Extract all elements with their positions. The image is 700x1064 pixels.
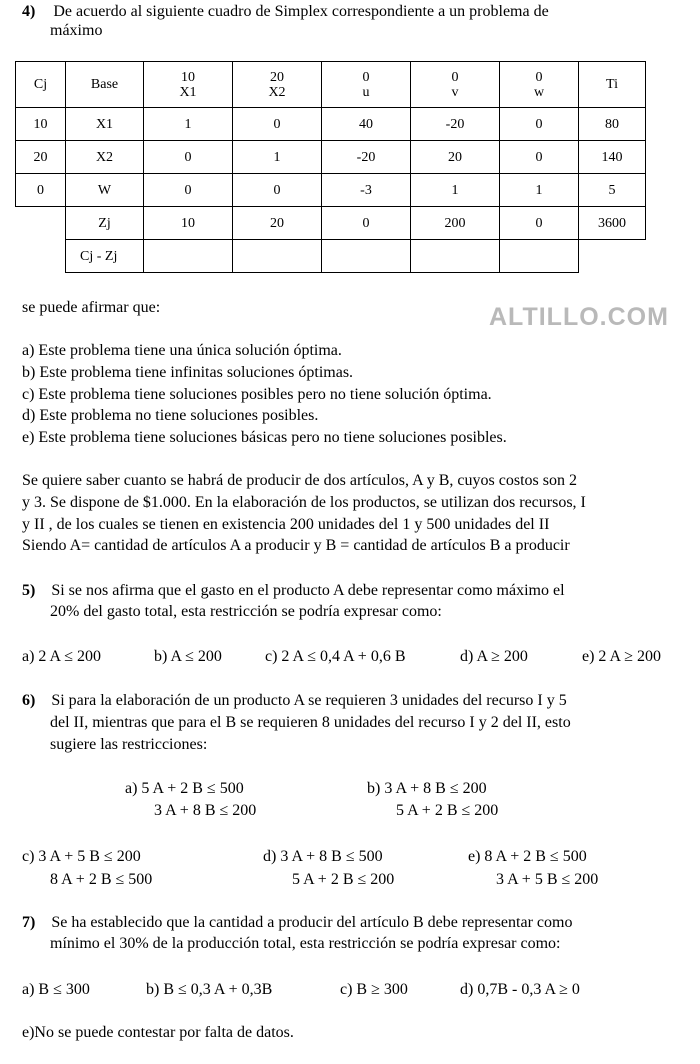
table-cell: 1 — [411, 174, 500, 207]
q6-option-a-line1: a) 5 A + 2 B ≤ 500 — [125, 780, 244, 797]
table-cell — [411, 240, 500, 273]
table-cell: 0 — [233, 108, 322, 141]
table-cell: Cj - Zj — [66, 240, 144, 273]
q7-option-e: e)No se puede contestar por falta de datos. — [22, 1024, 294, 1041]
table-cell — [500, 240, 579, 273]
table-cell: Zj — [66, 207, 144, 240]
table-cell: 3600 — [579, 207, 646, 240]
q6-line1: Si para la elaboración de un producto A se requieren 3 unidades del recurso I y 5 — [51, 692, 567, 709]
table-cell: 0 — [16, 174, 66, 207]
q5-heading — [22, 582, 565, 600]
table-cell: 20 — [411, 141, 500, 174]
table-cell: 1 — [144, 108, 233, 141]
q7-heading — [22, 914, 572, 932]
table-header-row — [16, 62, 646, 108]
header-x2: 20 X2 — [233, 62, 322, 108]
header-ti: Ti — [579, 62, 646, 108]
simplex-table — [15, 61, 646, 273]
q6-option-d-line1: d) 3 A + 8 B ≤ 500 — [263, 848, 383, 865]
context-line-1: Se quiere saber cuanto se habrá de producir de dos artículos, A y B, cuyos costos son 2 — [22, 472, 577, 489]
q6-option-c-line1: c) 3 A + 5 B ≤ 200 — [22, 848, 141, 865]
table-cell: -20 — [411, 108, 500, 141]
table-cell: X1 — [66, 108, 144, 141]
table-cell: 20 — [233, 207, 322, 240]
zj-row — [16, 207, 646, 240]
table-cell: 0 — [500, 108, 579, 141]
q6-option-e-line1: e) 8 A + 2 B ≤ 500 — [468, 848, 587, 865]
table-blank-cell — [579, 240, 646, 273]
altillo-watermark: ALTILLO.COM — [489, 303, 669, 331]
table-cell: 0 — [233, 174, 322, 207]
table-blank-cell — [16, 240, 66, 273]
q7-option-c: c) B ≥ 300 — [340, 981, 408, 998]
q4-option-e: e) Este problema tiene soluciones básicas pero no tiene soluciones posibles. — [22, 429, 507, 446]
table-cell: 0 — [322, 207, 411, 240]
q5-line1: Si se nos afirma que el gasto en el producto A debe representar como máximo el — [51, 582, 565, 599]
table-cell: 10 — [16, 108, 66, 141]
table-cell: 0 — [144, 141, 233, 174]
header-w: 0 w — [500, 62, 579, 108]
q5-option-b: b) A ≤ 200 — [154, 648, 222, 665]
q7-option-b: b) B ≤ 0,3 A + 0,3B — [146, 981, 273, 998]
context-line-3: y II , de los cuales se tienen en existencia 200 unidades del 1 y 500 unidades del II — [22, 516, 550, 533]
context-line-4: Siendo A= cantidad de artículos A a producir y B = cantidad de artículos B a producir — [22, 537, 570, 554]
q5-option-e: e) 2 A ≥ 200 — [582, 648, 661, 665]
table-cell — [144, 240, 233, 273]
table-cell: 1 — [233, 141, 322, 174]
table-cell — [233, 240, 322, 273]
table-cell — [322, 240, 411, 273]
header-v: 0 v — [411, 62, 500, 108]
q6-line2: del II, mientras que para el B se requieren 8 unidades del recurso I y 2 del II, esto — [50, 714, 571, 731]
q6-option-a-line2: 3 A + 8 B ≤ 200 — [154, 802, 257, 819]
q6-option-c-line2: 8 A + 2 B ≤ 500 — [50, 871, 153, 888]
table-cell: 0 — [500, 207, 579, 240]
q6-option-b-line2: 5 A + 2 B ≤ 200 — [396, 802, 499, 819]
table-row — [16, 174, 646, 207]
q5-line2: 20% del gasto total, esta restricción se podría expresar como: — [50, 603, 442, 620]
table-row — [16, 108, 646, 141]
table-cell: 40 — [322, 108, 411, 141]
q6-option-d-line2: 5 A + 2 B ≤ 200 — [292, 871, 395, 888]
q4-option-d: d) Este problema no tiene soluciones posibles. — [22, 407, 319, 424]
q6-number: 6) — [22, 692, 36, 709]
q7-line1: Se ha establecido que la cantidad a producir del artículo B debe representar como — [51, 914, 573, 931]
q6-option-b-line1: b) 3 A + 8 B ≤ 200 — [367, 780, 487, 797]
header-base: Base — [66, 62, 144, 108]
table-cell: 10 — [144, 207, 233, 240]
header-u: 0 u — [322, 62, 411, 108]
afirmar-text: se puede afirmar que: — [22, 299, 161, 316]
q5-option-d: d) A ≥ 200 — [460, 648, 528, 665]
q6-option-e-line2: 3 A + 5 B ≤ 200 — [496, 871, 599, 888]
q5-option-c: c) 2 A ≤ 0,4 A + 0,6 B — [265, 648, 406, 665]
q7-option-d: d) 0,7B - 0,3 A ≥ 0 — [460, 981, 580, 998]
q7-option-a: a) B ≤ 300 — [22, 981, 90, 998]
q4-option-a: a) Este problema tiene una única solución óptima. — [22, 342, 342, 359]
q4-number: 4) — [22, 3, 36, 20]
context-line-2: y 3. Se dispone de $1.000. En la elaboración de los productos, se utilizan dos recursos, I — [22, 494, 586, 511]
q5-number: 5) — [22, 582, 36, 599]
table-cell: 0 — [500, 141, 579, 174]
table-cell: 5 — [579, 174, 646, 207]
q7-number: 7) — [22, 914, 36, 931]
table-cell: -3 — [322, 174, 411, 207]
q7-line2: mínimo el 30% de la producción total, esta restricción se podría expresar como: — [50, 935, 561, 952]
header-x1: 10 X1 — [144, 62, 233, 108]
q4-option-c: c) Este problema tiene soluciones posibles pero no tiene solución óptima. — [22, 386, 492, 403]
q4-option-b: b) Este problema tiene infinitas soluciones óptimas. — [22, 364, 354, 381]
q4-line2: máximo — [50, 22, 103, 39]
q4-heading — [22, 3, 549, 21]
table-cell: -20 — [322, 141, 411, 174]
header-cj: Cj — [16, 62, 66, 108]
table-cell: 0 — [144, 174, 233, 207]
q5-option-a: a) 2 A ≤ 200 — [22, 648, 101, 665]
table-cell: 200 — [411, 207, 500, 240]
table-cell: 1 — [500, 174, 579, 207]
q4-line1: De acuerdo al siguiente cuadro de Simplex correspondiente a un problema de — [53, 3, 549, 20]
table-cell: W — [66, 174, 144, 207]
table-cell: 140 — [579, 141, 646, 174]
table-cell: 80 — [579, 108, 646, 141]
cj-zj-row — [16, 240, 646, 273]
table-cell: 20 — [16, 141, 66, 174]
table-row — [16, 141, 646, 174]
q6-line3: sugiere las restricciones: — [50, 736, 208, 753]
table-cell: X2 — [66, 141, 144, 174]
table-blank-cell — [16, 207, 66, 240]
q6-heading — [22, 692, 567, 710]
